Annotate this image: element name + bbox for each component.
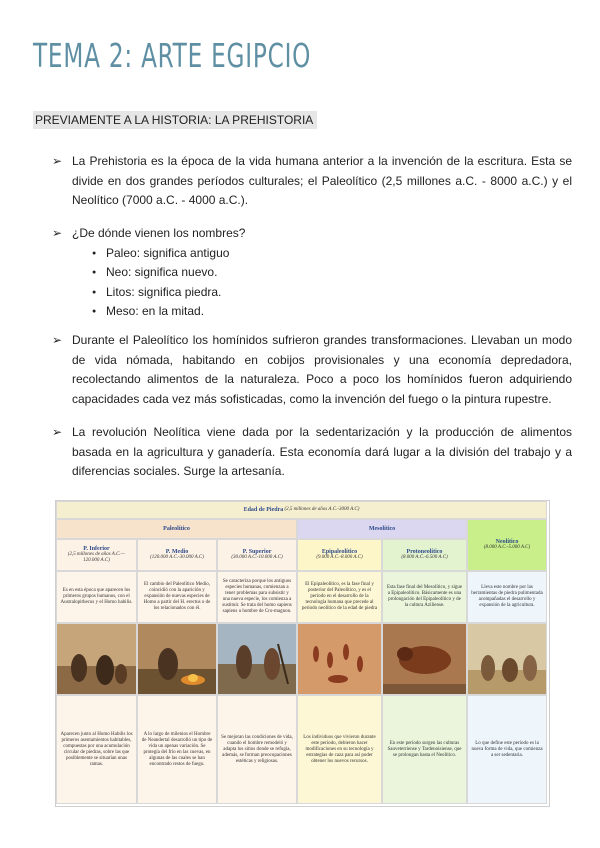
desc-cell: Es en esta época que aparecen los primeros grupos humanos, con el Australopithecus y el Homo habilis. <box>56 571 137 623</box>
period-range: (2,5 millones de años A.C.—120.000 A.C) <box>67 552 126 563</box>
table-title-text: Edad de Piedra <box>243 507 284 513</box>
period-name: Protoneolítico <box>406 549 443 555</box>
period-name: Epipaleolítico <box>321 549 358 555</box>
group-neolitico-name: Neolítico <box>495 539 519 545</box>
arrow-icon: ➢ <box>52 154 63 168</box>
bullet-nombres <box>52 224 572 322</box>
paragraph-text: Durante el Paleolítico los homínidos sufrieron grandes transformaciones. Llevaban un modo de vida nómada, habitando en cobijos provisionales y una economía depredadora, recolectando alimentos de la naturaleza. Poco a poco los homínidos fueron adquiriendo capacidades cada vez más sofisticadas, como la invención del fuego o la pintura rupestre. <box>72 333 572 406</box>
period-inferior <box>56 539 137 571</box>
prehistory-table <box>55 500 550 807</box>
cave-painting-image <box>297 623 382 695</box>
section-heading: PREVIAMENTE A LA HISTORIA: LA PREHISTORIA <box>33 111 317 129</box>
bullet-neolitico <box>52 423 572 482</box>
period-range: (30.000 A.C.-10.000 A.C) <box>231 555 283 560</box>
period-range: (120.000 A.C.-30.000 A.C) <box>150 555 204 560</box>
neanderthal-fire-scene-image <box>137 623 217 695</box>
list-item: ● Neo: significa nuevo. <box>92 263 572 283</box>
cromagnon-hunters-image <box>217 623 297 695</box>
period-range: (9.000 A.C.-8.000 A.C) <box>316 555 363 560</box>
desc-cell: Esta fase final del Mesolítico, y sigue a Epipaleolítico. Básicamente es una prolongación del Epipaleolítico y de la cultura Aziliense. <box>382 571 467 623</box>
arrow-icon: ➢ <box>52 226 63 240</box>
period-name: P. Medio <box>165 549 189 555</box>
desc-cell: El Epipaleolítico, es la fase final y posterior del Paleolítico, y es el periodo en el desarrollo de la tecnología humana que precede al periodo neolítico de la edad de piedra <box>297 571 382 623</box>
page-title: TEMA 2: ARTE EGIPCIO <box>33 36 312 75</box>
arrow-icon: ➢ <box>52 333 63 347</box>
list-item: ● Paleo: significa antiguo <box>92 244 572 264</box>
table-title <box>56 501 547 519</box>
period-name: P. Superior <box>242 549 272 555</box>
arrow-icon: ➢ <box>52 425 63 439</box>
paragraph-text: La revolución Neolítica viene dada por la sedentarización y la producción de alimentos basada en la agricultura y ganadería. Esta economía dará lugar a la división del trabajo y a diferencias sociales. Surge la artesanía. <box>72 425 572 478</box>
neolithic-farmers-image <box>467 623 547 695</box>
period-name: P. Inferior <box>83 546 110 552</box>
group-mesolitico: Mesolítico <box>297 519 467 539</box>
desc-cell: A lo largo de milenios el Hombre de Neandertal desarrolló un tipo de vida un apenas variación. Se protegía del frío en las cuevas, en algunas de las cuales se han encontrado restos de fuego. <box>137 695 217 804</box>
period-epipaleolitico <box>297 539 382 571</box>
bullet-paleolitico <box>52 331 572 409</box>
period-range: (8.000 A.C.-6.500 A.C) <box>401 555 448 560</box>
period-medio <box>137 539 217 571</box>
desc-cell: El cambio del Paleolítico Medio, coincidió con la aparición y expansión de nuevas especies de Homo a partir del H. erectus o de los relacionados con él. <box>137 571 217 623</box>
desc-cell: Se mejoran las condiciones de vida, cuando el hombre remodeló y adapta los sitios donde se refugia, además, se forman preocupaciones estéticas y religiosas. <box>217 695 297 804</box>
hominids-scene-image <box>56 623 137 695</box>
bullet-prehistoria <box>52 152 572 211</box>
cave-bison-painting-image <box>382 623 467 695</box>
list-item: ● Litos: significa piedra. <box>92 283 572 303</box>
desc-cell: Los individuos que vivieron durante este periodo, debieron hacer modificaciones en su tecnología y estrategias de caza para así poder obtener los nuevos recursos. <box>297 695 382 804</box>
group-paleolitico: Paleolítico <box>56 519 297 539</box>
group-neolitico-range: (8.000 A.C.-5.000 A.C) <box>483 545 531 550</box>
desc-cell: Aparecen junto al Homo Habilis los primeros asentamientos habitables, compuestas por una acumulación circular de piedras, sobre las que posiblemente se situarían unas ramas. <box>56 695 137 804</box>
desc-cell: Lo que define este período es la nueva forma de vida, que comienza a ser sedentaria. <box>467 695 547 804</box>
desc-cell: Se caracteriza porque los antiguos especies humanas, comienzan a tener problemas para subsistir y una nueva especie, los comienza a sustituir. Se trata del homo sapiens sapiens u hombre de Cro-magnon. <box>217 571 297 623</box>
names-list <box>52 244 572 322</box>
desc-cell: En este período surgen las culturas Sauveterriense y Tardenoisiense, que se prolongan hasta el Neolítico. <box>382 695 467 804</box>
period-protoneolitico <box>382 539 467 571</box>
period-superior <box>217 539 297 571</box>
list-item: ● Meso: en la mitad. <box>92 302 572 322</box>
group-neolitico <box>467 519 547 571</box>
paragraph-text: La Prehistoria es la época de la vida humana anterior a la invención de la escritura. Esta se divide en dos grandes períodos culturales; el Paleolítico (2,5 millones a.C. - 8000 a.C.) y el Neolítico (7000 a.C. - 4000 a.C.). <box>72 154 572 207</box>
table-title-note: (2,5 millones de años A.C.-3000 A.C) <box>284 507 360 512</box>
paragraph-text: ¿De dónde vienen los nombres? <box>72 226 246 240</box>
desc-cell: Lleva este nombre por las herramientas de piedra pulimentada acompañadas el desarrollo y expansión de la agricultura. <box>467 571 547 623</box>
